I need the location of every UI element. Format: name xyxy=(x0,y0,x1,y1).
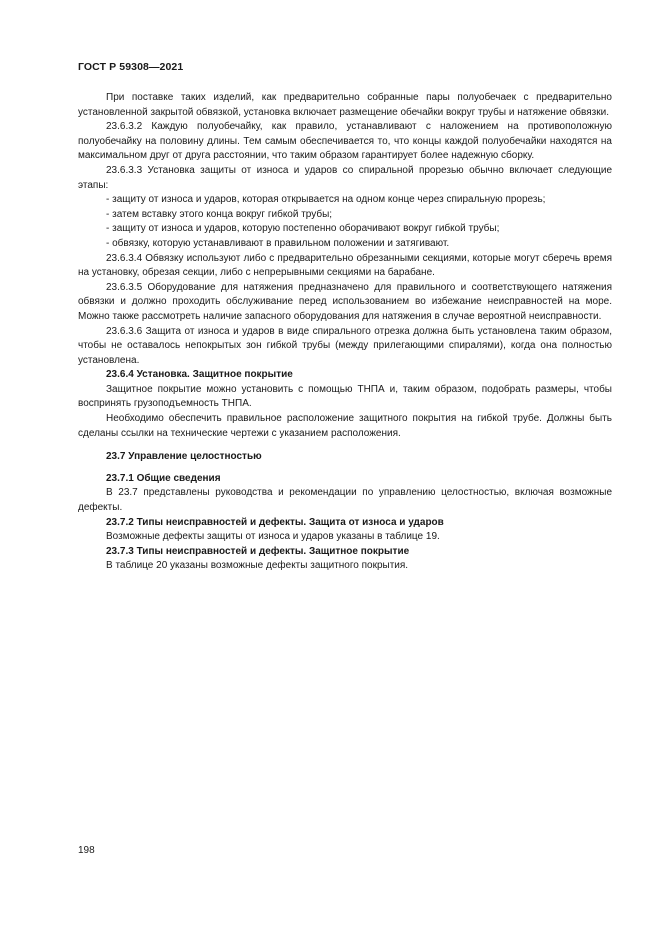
paragraph: 23.6.3.6 Защита от износа и ударов в виде спирального отрезка должна быть установлена таким образом, чтобы не оставалось непокрытых зон гибкой трубы (между прилегающими спиралями), когда она полностью установлена. xyxy=(78,325,612,366)
paragraph: В 23.7 представлены руководства и рекомендации по управлению целостностью, включая возможные дефекты. xyxy=(78,487,612,514)
list-item: - обвязку, которую устанавливают в правильном положении и затягивают. xyxy=(106,237,450,249)
list-item: - затем вставку этого конца вокруг гибкой трубы; xyxy=(106,208,333,220)
section-heading: 23.6.4 Установка. Защитное покрытие xyxy=(106,369,293,381)
paragraph: 23.6.3.3 Установка защиты от износа и ударов со спиральной прорезью обычно включает следующие этапы: xyxy=(78,164,612,191)
list-item: - защиту от износа и ударов, которую постепенно оборачивают вокруг гибкой трубы; xyxy=(106,223,500,235)
paragraph: При поставке таких изделий, как предварительно собранные пары полуобечаек с предварительно установленной закрытой обвязкой, установка включает размещение обечайки вокруг трубы и натяжение обвязки. xyxy=(78,92,612,118)
document-body xyxy=(78,91,612,574)
paragraph: Возможные дефекты защиты от износа и ударов указаны в таблице 19. xyxy=(106,531,440,543)
paragraph: 23.6.3.5 Оборудование для натяжения предназначено для правильного и соответствующего натяжения обвязки и должно проходить обслуживание перед использованием во избежание неисправностей на море. Можно также рассмотреть наличие запасного оборудования для натяжения в случае вероятной неисправности. xyxy=(78,281,612,322)
page-number: 198 xyxy=(78,845,95,856)
paragraph: В таблице 20 указаны возможные дефекты защитного покрытия. xyxy=(106,560,409,572)
paragraph: 23.6.3.2 Каждую полуобечайку, как правило, устанавливают с наложением на противоположную полуобечайку на половину длины. Тем самым обеспечивается то, что концы каждой полуобечайки находятся на максимальном друг от друга расстоянии, что таким образом гарантирует более надежную сборку. xyxy=(78,121,612,162)
section-heading: 23.7.1 Общие сведения xyxy=(106,472,221,484)
section-heading: 23.7.2 Типы неисправностей и дефекты. Защита от износа и ударов xyxy=(106,516,444,528)
paragraph: Защитное покрытие можно установить с помощью ТНПА и, таким образом, подобрать размеры, чтобы воспринять грузоподъемность ТНПА. xyxy=(78,383,612,410)
paragraph: Необходимо обеспечить правильное расположение защитного покрытия на гибкой трубе. Должны быть сделаны ссылки на технические чертежи с указанием расположения. xyxy=(78,413,612,439)
document-header: ГОСТ Р 59308—2021 xyxy=(78,61,184,73)
section-heading: 23.7.3 Типы неисправностей и дефекты. Защитное покрытие xyxy=(106,545,410,557)
section-heading: 23.7 Управление целостностью xyxy=(106,451,262,463)
paragraph: 23.6.3.4 Обвязку используют либо с предварительно обрезанными секциями, которые могут сберечь время на установку, обрезая секции, либо с непрерывными секциями на барабане. xyxy=(78,252,612,279)
list-item: - защиту от износа и ударов, которая открывается на одном конце через спиральную прорезь; xyxy=(106,194,546,206)
